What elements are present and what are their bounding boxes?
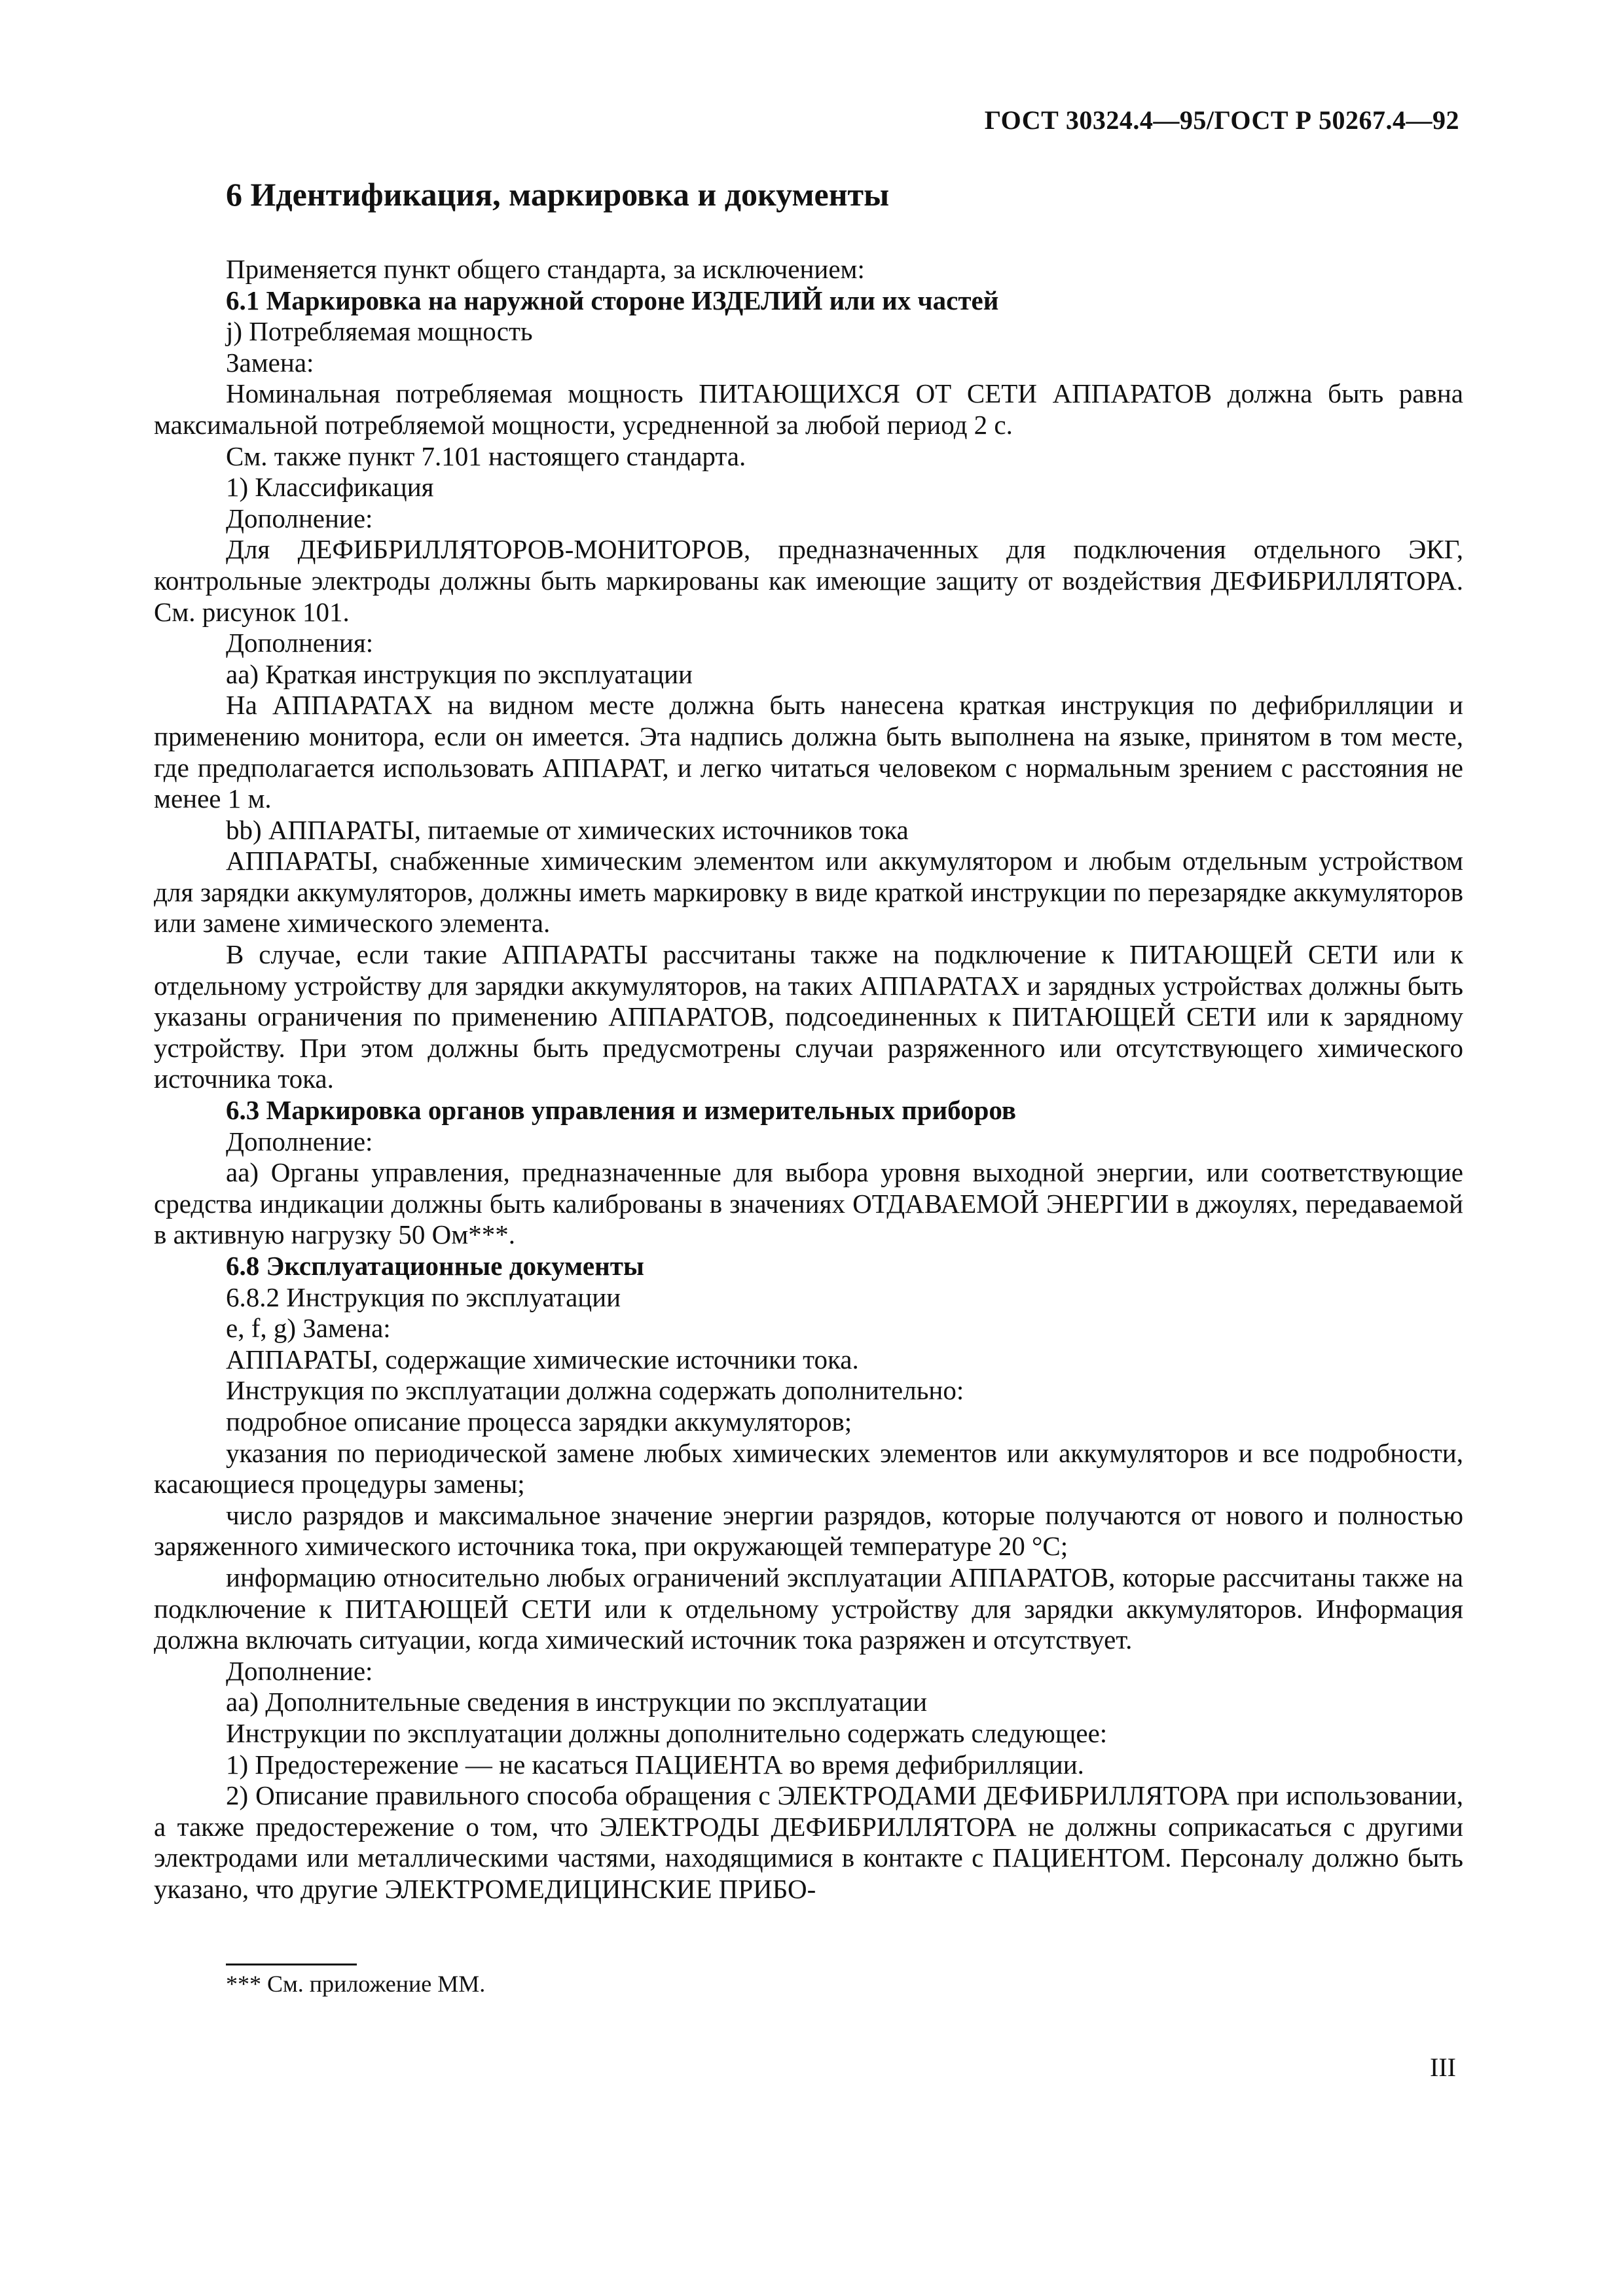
running-header: ГОСТ 30324.4—95/ГОСТ Р 50267.4—92 [984, 105, 1459, 135]
paragraph: подробное описание процесса зарядки аккумуляторов; [226, 1406, 852, 1437]
paragraph: В случае, если такие АППАРАТЫ рассчитаны также на подключение к ПИТАЮЩЕЙ СЕТИ или к отдельному устройству для зарядки аккумуляторов, на таких АППАРАТАХ и зарядных устройствах должны быть указаны ограничения по применению АППАРАТОВ, подсоединенных к ПИТАЮЩЕЙ СЕТИ или к зарядному устройству. При этом должны быть предусмотрены случаи разряженного или отсутствующего химического источника тока. [154, 939, 1463, 1094]
paragraph: 1) Классификация [226, 472, 434, 503]
paragraph: информацию относительно любых ограничений эксплуатации АППАРАТОВ, которые рассчитаны также на подключение к ПИТАЮЩЕЙ СЕТИ или к отдельному устройству для зарядки аккумуляторов. Информация должна включать ситуации, когда химический источник тока разряжен и отсутствует. [154, 1562, 1463, 1655]
footnote: *** См. приложение ММ. [226, 1971, 486, 1997]
paragraph: Дополнение: [226, 1655, 373, 1686]
subsection-heading: 6.3 Маркировка органов управления и измерительных приборов [226, 1095, 1017, 1126]
subsection-heading: 6.1 Маркировка на наружной стороне ИЗДЕЛИЙ или их частей [226, 285, 999, 315]
paragraph: e, f, g) Замена: [226, 1313, 391, 1344]
paragraph: Инструкция по эксплуатации должна содержать дополнительно: [226, 1375, 964, 1406]
section-title: 6 Идентификация, маркировка и документы [226, 176, 890, 213]
paragraph: Инструкции по эксплуатации должны дополнительно содержать следующее: [226, 1717, 1108, 1748]
body-text [154, 254, 1463, 1905]
paragraph: Номинальная потребляемая мощность ПИТАЮЩИХСЯ ОТ СЕТИ АППАРАТОВ должна быть равна максимальной потребляемой мощности, усредненной за любой период 2 с. [154, 378, 1463, 440]
paragraph: Дополнение: [226, 1126, 373, 1157]
paragraph: aa) Органы управления, предназначенные для выбора уровня выходной энергии, или соответствующие средства индикации должны быть калиброваны в значениях ОТДАВАЕМОЙ ЭНЕРГИИ в джоулях, передаваемой в активную нагрузку 50 Ом***. [154, 1157, 1463, 1250]
paragraph: 2) Описание правильного способа обращения с ЭЛЕКТРОДАМИ ДЕФИБРИЛЛЯТОРА при использовании, а также предостережение о том, что ЭЛЕКТРОДЫ ДЕФИБРИЛЛЯТОРА не должны соприкасаться с другими электродами или металлическими частями, находящимися в контакте с ПАЦИЕНТОМ. Персоналу должно быть указано, что другие ЭЛЕКТРОМЕДИЦИНСКИЕ ПРИБО- [154, 1780, 1463, 1904]
paragraph: 6.8.2 Инструкция по эксплуатации [226, 1282, 621, 1312]
paragraph: На АППАРАТАХ на видном месте должна быть нанесена краткая инструкция по дефибрилляции и применению монитора, если он имеется. Эта надпись должна быть выполнена на языке, принятом в том месте, где предполагается использовать АППАРАТ, и легко читаться человеком с нормальным зрением с расстояния не менее 1 м. [154, 690, 1463, 814]
paragraph: См. также пункт 7.101 настоящего стандарта. [226, 440, 746, 471]
paragraph: Дополнения: [226, 628, 374, 658]
page-number: III [1430, 2053, 1456, 2082]
paragraph: указания по периодической замене любых химических элементов или аккумуляторов и все подробности, касающиеся процедуры замены; [154, 1437, 1463, 1499]
paragraph: 1) Предостережение — не касаться ПАЦИЕНТА во время дефибрилляции. [226, 1749, 1084, 1780]
paragraph: Дополнение: [226, 503, 373, 533]
paragraph: j) Потребляемая мощность [226, 316, 533, 347]
paragraph: АППАРАТЫ, содержащие химические источники тока. [226, 1344, 859, 1374]
paragraph: Для ДЕФИБРИЛЛЯТОРОВ-МОНИТОРОВ, предназначенных для подключения отдельного ЭКГ, контрольные электроды должны быть маркированы как имеющие защиту от воздействия ДЕФИБРИЛЛЯТОРА. См. рисунок 101. [154, 534, 1463, 627]
subsection-heading: 6.8 Эксплуатационные документы [226, 1251, 644, 1281]
paragraph: Замена: [226, 347, 314, 378]
paragraph: aa) Краткая инструкция по эксплуатации [226, 658, 693, 689]
paragraph: aa) Дополнительные сведения в инструкции по эксплуатации [226, 1687, 928, 1717]
paragraph: число разрядов и максимальное значение энергии разрядов, которые получаются от нового и полностью заряженного химического источника тока, при окружающей температуре 20 °С; [154, 1499, 1463, 1562]
paragraph: АППАРАТЫ, снабженные химическим элементом или аккумулятором и любым отдельным устройством для зарядки аккумуляторов, должны иметь маркировку в виде краткой инструкции по перезарядке аккумуляторов или замене химического элемента. [154, 846, 1463, 939]
footnote-divider [226, 1964, 357, 1965]
paragraph: Применяется пункт общего стандарта, за исключением: [226, 254, 865, 284]
paragraph: bb) АППАРАТЫ, питаемые от химических источников тока [226, 814, 909, 845]
